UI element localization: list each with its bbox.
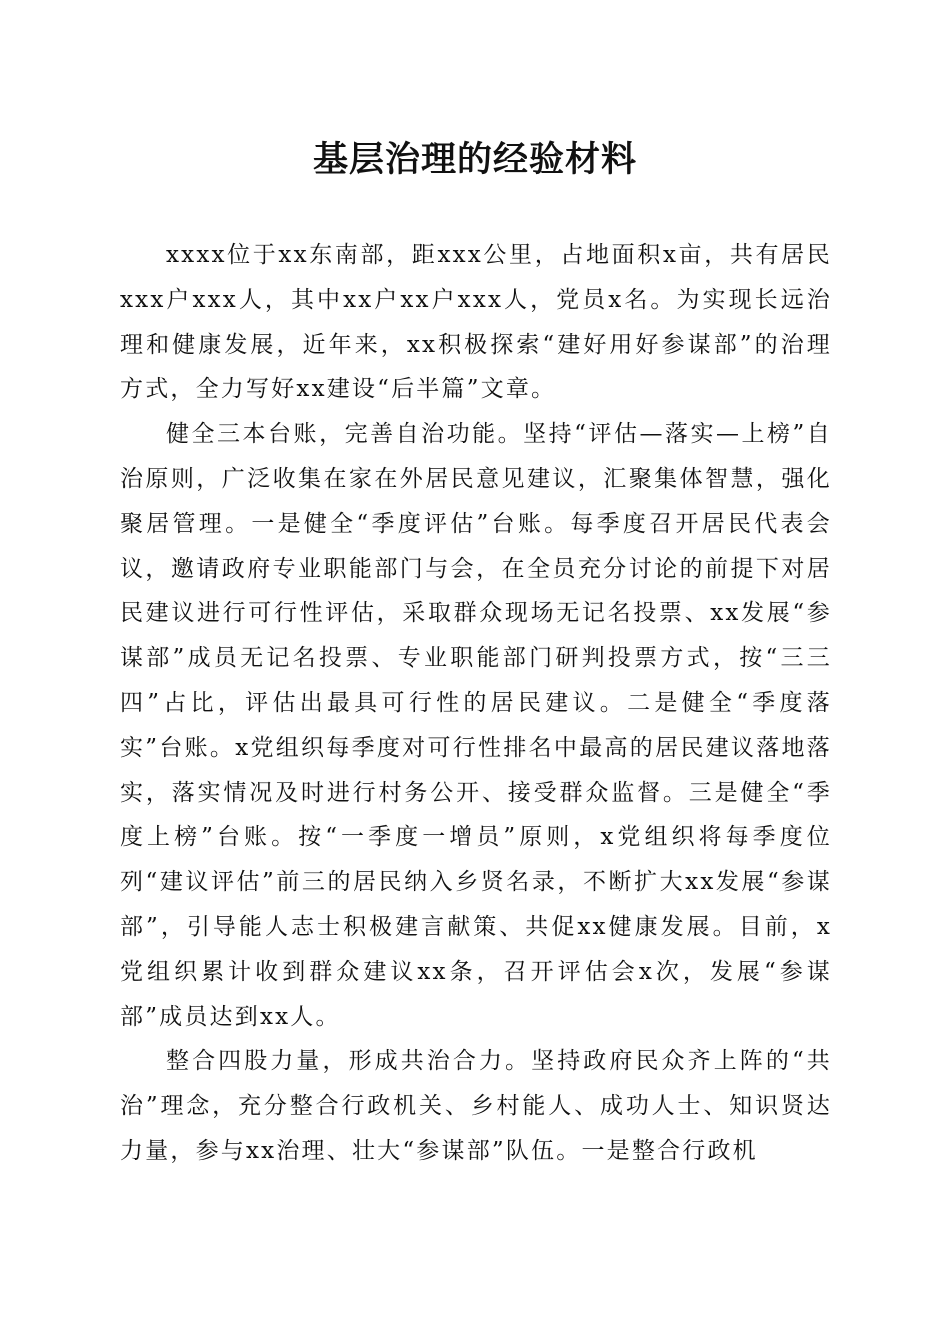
paragraph-three-ledgers: 健全三本台账，完善自治功能。坚持“评估—落实—上榜”自治原则，广泛收集在家在外居民意见建议，汇聚集体智慧，强化聚居管理。一是健全“季度评估”台账。每季度召开居民代表会议，邀请政府专业职能部门与会，在全员充分讨论的前提下对居民建议进行可行性评估，采取群众现场无记名投票、xx发展“参谋部”成员无记名投票、专业职能部门研判投票方式，按“三三四”占比，评估出最具可行性的居民建议。二是健全“季度落实”台账。x党组织每季度对可行性排名中最高的居民建议落地落实，落实情况及时进行村务公开、接受群众监督。三是健全“季度上榜”台账。按“一季度一增员”原则，x党组织将每季度位列“建议评估”前三的居民纳入乡贤名录，不断扩大xx发展“参谋部”，引导能人志士积极建言献策、共促xx健康发展。目前，x党组织累计收到群众建议xx条，召开评估会x次，发展“参谋部”成员达到xx人。	[120, 421, 832, 1030]
paragraph-four-forces: 整合四股力量，形成共治合力。坚持政府民众齐上阵的“共治”理念，充分整合行政机关、乡村能人、成功人士、知识贤达力量，参与xx治理、壮大“参谋部”队伍。一是整合行政机	[120, 1048, 832, 1164]
paragraph-intro: xxxx位于xx东南部，距xxx公里，占地面积x亩，共有居民xxx户xxx人，其中xx户xx户xxx人，党员x名。为实现长远治理和健康发展，近年来，xx积极探索“建好用好参谋部”的治理方式，全力写好xx建设“后半篇”文章。	[120, 242, 832, 403]
document-body	[120, 233, 832, 1174]
document-title: 基层治理的经验材料	[312, 139, 637, 180]
